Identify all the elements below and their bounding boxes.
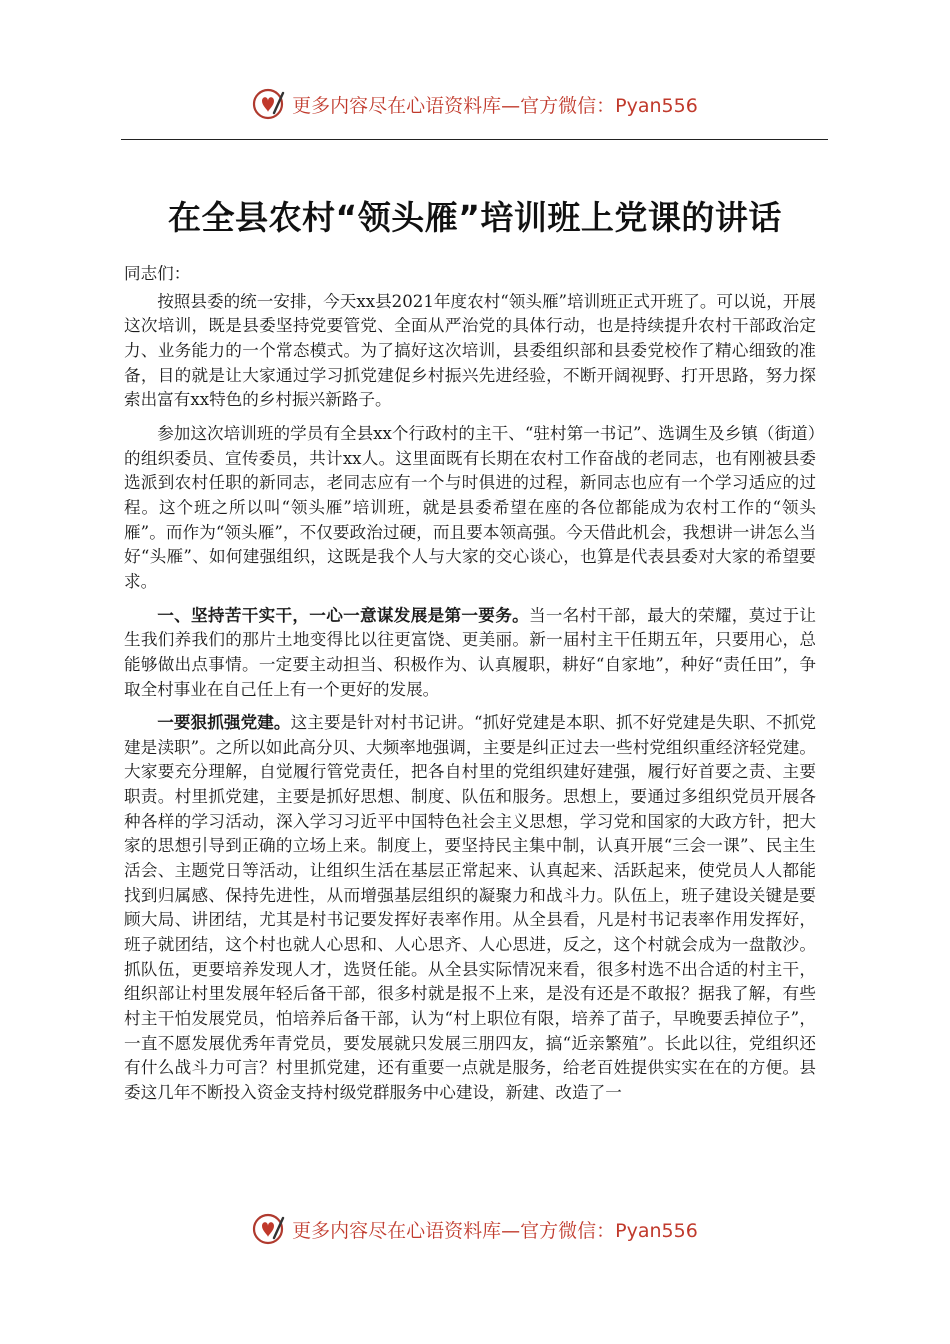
watermark-brand: 更多内容尽在心语资料库—官方微信： <box>292 94 616 117</box>
subsection-heading: 一要狠抓强党建。 <box>157 713 291 733</box>
paragraph <box>124 290 816 413</box>
watermark-banner-top <box>0 84 950 124</box>
watermark-text <box>292 91 698 118</box>
paragraph <box>124 422 816 595</box>
watermark-wechat-id: Pyan556 <box>615 94 698 117</box>
section-heading: 一、坚持苦干实干，一心一意谋发展是第一要务。 <box>157 605 529 625</box>
header-rule <box>121 139 828 140</box>
paragraph <box>124 711 816 1106</box>
watermark-wechat-id: Pyan556 <box>615 1219 698 1242</box>
salutation: 同志们： <box>124 264 191 283</box>
paragraph-text: 当一名村干部，最大的荣耀，莫过于让生我们养我们的那片土地变得比以往更富饶、更美丽。新一届村主干任期五年，只要用心，总能够做出点事情。一定要主动担当、积极作为、认真履职，耕好“自家地”，种好“责任田”，争取全村事业在自己任上有一个更好的发展。 <box>124 605 817 699</box>
document-body <box>124 262 816 1115</box>
paragraph-text: 按照县委的统一安排，今天xx县2021年度农村“领头雁”培训班正式开班了。可以说，开展这次培训，既是县委坚持党要管党、全面从严治党的具体行动，也是持续提升农村干部政治定力、业务能力的一个常态模式。为了搞好这次培训，县委组织部和县委党校作了精心细致的准备，目的就是让大家通过学习抓党建促乡村振兴先进经验，不断开阔视野、打开思路，努力探索出富有xx特色的乡村振兴新路子。 <box>124 291 816 410</box>
watermark-banner-bottom <box>0 1209 950 1249</box>
watermark-brand: 更多内容尽在心语资料库—官方微信： <box>292 1219 616 1242</box>
heart-pen-logo-icon <box>252 87 286 121</box>
heart-pen-logo-icon <box>252 1212 286 1246</box>
document-title: 在全县农村“领头雁”培训班上党课的讲话 <box>168 198 782 237</box>
paragraph-text: 参加这次培训班的学员有全县xx个行政村的主干、“驻村第一书记”、选调生及乡镇（街道）的组织委员、宣传委员，共计xx人。这里面既有长期在农村工作奋战的老同志，也有刚被县委选派到农村任职的新同志，老同志应有一个与时俱进的过程，新同志也应有一个学习适应的过程。这个班之所以叫“领头雁”培训班，就是县委希望在座的各位都能成为农村工作的“领头雁”。而作为“领头雁”，不仅要政治过硬，而且要本领高强。今天借此机会，我想讲一讲怎么当好“头雁”、如何建强组织，这既是我个人与大家的交心谈心，也算是代表县委对大家的希望要求。 <box>124 423 816 591</box>
watermark-text <box>292 1216 698 1243</box>
paragraph <box>124 604 816 703</box>
paragraph-text: 这主要是针对村书记讲。“抓好党建是本职、抓不好党建是失职、不抓党建是渎职”。之所以如此高分贝、大频率地强调，主要是纠正过去一些村党组织重经济轻党建。大家要充分理解，自觉履行管党责任，把各自村里的党组织建好建强，履行好首要之责、主要职责。村里抓党建，主要是抓好思想、制度、队伍和服务。思想上，要通过多组织党员开展各种各样的学习活动，深入学习习近平中国特色社会主义思想，学习党和国家的大政方针，把大家的思想引导到正确的立场上来。制度上，要坚持民主集中制，认真开展“三会一课”、民主生活会、主题党日等活动，让组织生活在基层正常起来、认真起来、活跃起来，使党员人人都能找到归属感、保持先进性，从而增强基层组织的凝聚力和战斗力。队伍上，班子建设关键是要顾大局、讲团结，尤其是村书记要发挥好表率作用。从全县看，凡是村书记表率作用发挥好，班子就团结，这个村也就人心思和、人心思齐、人心思进，反之，这个村就会成为一盘散沙。抓队伍，更要培养发现人才，选贤任能。从全县实际情况来看，很多村选不出合适的村主干，组织部让村里发展年轻后备干部，很多村就是报不上来，是没有还是不敢报？据我了解，有些村主干怕发展党员，怕培养后备干部，认为“村上职位有限，培养了苗子，早晚要丢掉位子”，一直不愿发展优秀年青党员，要发展就只发展三朋四友，搞“近亲繁殖”。长此以往，党组织还有什么战斗力可言？村里抓党建，还有重要一点就是服务，给老百姓提供实实在在的方便。县委这几年不断投入资金支持村级党群服务中心建设，新建、改造了一 <box>124 713 817 1102</box>
